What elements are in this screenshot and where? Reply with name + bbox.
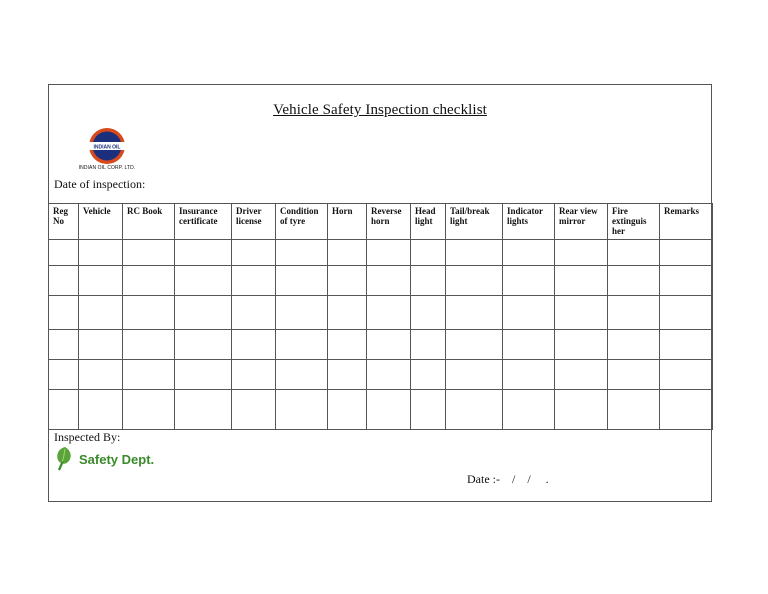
table-cell[interactable] [49,360,79,390]
table-cell[interactable] [123,330,175,360]
table-cell[interactable] [232,390,276,430]
table-row [49,360,713,390]
column-header: Fire extinguis her [608,204,660,240]
column-header: Insurance certificate [175,204,232,240]
table-cell[interactable] [276,296,328,330]
table-cell[interactable] [175,296,232,330]
table-cell[interactable] [49,296,79,330]
table-cell[interactable] [411,330,446,360]
table-cell[interactable] [411,390,446,430]
date-of-inspection-label: Date of inspection: [54,177,146,191]
table-cell[interactable] [232,240,276,266]
table-cell[interactable] [446,360,503,390]
inspected-by-label: Inspected By: [54,430,121,444]
checklist-table [48,203,713,430]
table-cell[interactable] [411,266,446,296]
table-cell[interactable] [276,390,328,430]
table-cell[interactable] [555,266,608,296]
table-cell[interactable] [367,330,411,360]
table-cell[interactable] [367,266,411,296]
form-title: Vehicle Safety Inspection checklist [273,102,487,118]
table-cell[interactable] [49,330,79,360]
table-cell[interactable] [79,360,123,390]
logo-caption: INDIAN OIL CORP. LTD. [78,165,136,171]
table-cell[interactable] [123,296,175,330]
table-cell[interactable] [555,360,608,390]
table-cell[interactable] [328,390,367,430]
table-cell[interactable] [608,390,660,430]
table-cell[interactable] [608,266,660,296]
table-cell[interactable] [503,390,555,430]
table-cell[interactable] [49,240,79,266]
table-cell[interactable] [175,360,232,390]
table-cell[interactable] [328,266,367,296]
column-header: Head light [411,204,446,240]
table-cell[interactable] [446,296,503,330]
table-cell[interactable] [232,266,276,296]
table-cell[interactable] [328,360,367,390]
table-cell[interactable] [660,390,713,430]
column-header: Condition of tyre [276,204,328,240]
table-cell[interactable] [123,360,175,390]
column-header: Indicator lights [503,204,555,240]
table-cell[interactable] [49,266,79,296]
table-cell[interactable] [446,330,503,360]
column-header: Rear view mirror [555,204,608,240]
table-cell[interactable] [503,296,555,330]
table-cell[interactable] [411,296,446,330]
table-cell[interactable] [555,330,608,360]
table-row [49,266,713,296]
column-header: Reg No [49,204,79,240]
table-cell[interactable] [123,390,175,430]
column-header: Reverse horn [367,204,411,240]
table-cell[interactable] [660,360,713,390]
table-cell[interactable] [175,266,232,296]
table-cell[interactable] [446,266,503,296]
table-cell[interactable] [555,390,608,430]
table-cell[interactable] [446,240,503,266]
column-header: Remarks [660,204,713,240]
table-cell[interactable] [411,360,446,390]
table-cell[interactable] [328,330,367,360]
table-row [49,240,713,266]
table-cell[interactable] [367,360,411,390]
column-header: RC Book [123,204,175,240]
table-cell[interactable] [503,266,555,296]
table-cell[interactable] [175,390,232,430]
table-cell[interactable] [608,296,660,330]
table-row [49,390,713,430]
table-cell[interactable] [660,266,713,296]
table-cell[interactable] [232,330,276,360]
table-cell[interactable] [175,240,232,266]
column-header: Driver license [232,204,276,240]
table-row [49,330,713,360]
table-cell[interactable] [123,240,175,266]
table-cell[interactable] [276,360,328,390]
indian-oil-badge-icon [87,127,127,165]
table-cell[interactable] [232,360,276,390]
table-cell[interactable] [660,330,713,360]
table-cell[interactable] [411,240,446,266]
table-body [49,240,713,430]
table-cell[interactable] [276,266,328,296]
table-cell[interactable] [608,330,660,360]
logo-badge-text: INDIAN OIL [93,144,121,151]
table-cell[interactable] [367,296,411,330]
table-cell[interactable] [175,330,232,360]
table-cell[interactable] [79,296,123,330]
column-header: Vehicle [79,204,123,240]
table-cell[interactable] [555,296,608,330]
table-cell[interactable] [79,240,123,266]
table-cell[interactable] [367,390,411,430]
signature-date: Date :- / / . [467,472,549,486]
table-cell[interactable] [79,330,123,360]
table-cell[interactable] [660,296,713,330]
safety-dept-signature: Safety Dept. [79,452,155,467]
column-header: Tail/break light [446,204,503,240]
table-row [49,296,713,330]
table-cell[interactable] [503,240,555,266]
table-cell[interactable] [276,330,328,360]
table-cell[interactable] [367,240,411,266]
inspection-form [48,84,712,502]
table-cell[interactable] [608,360,660,390]
table-header-row [49,204,713,240]
table-cell[interactable] [555,240,608,266]
table-cell[interactable] [123,266,175,296]
table-cell[interactable] [79,390,123,430]
table-cell[interactable] [328,296,367,330]
table-cell[interactable] [608,240,660,266]
table-cell[interactable] [328,240,367,266]
table-cell[interactable] [79,266,123,296]
table-cell[interactable] [503,360,555,390]
column-header: Horn [328,204,367,240]
table-cell[interactable] [503,330,555,360]
table-cell[interactable] [232,296,276,330]
leaf-logo-icon [54,445,76,471]
table-cell[interactable] [276,240,328,266]
indian-oil-logo [69,127,145,175]
table-cell[interactable] [49,390,79,430]
table-cell[interactable] [660,240,713,266]
table-cell[interactable] [446,390,503,430]
